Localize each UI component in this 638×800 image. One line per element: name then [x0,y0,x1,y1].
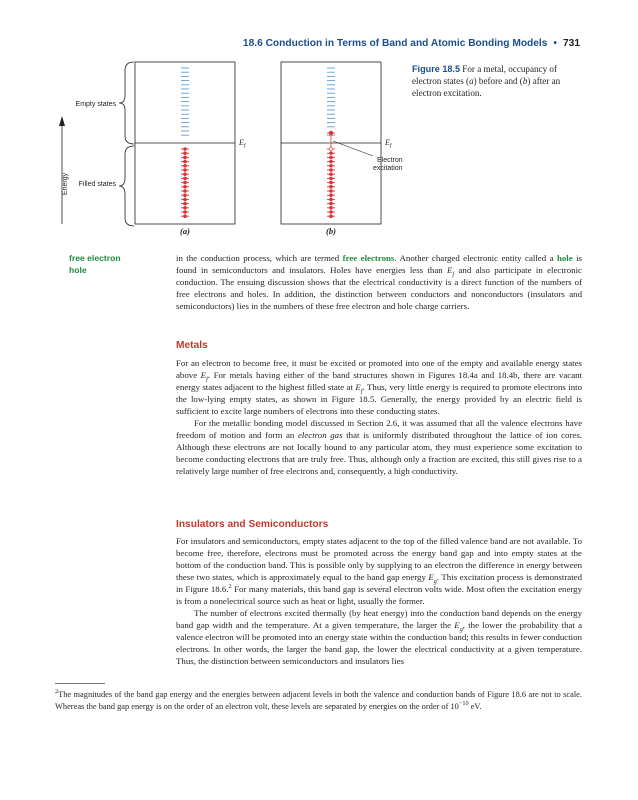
electron [329,151,333,155]
filled-states-brace [119,146,134,226]
running-header [175,38,580,49]
metals-section [176,357,582,477]
caption-part-b: b [522,76,528,86]
electron [183,206,187,210]
electron [183,214,187,218]
metals-paragraph-2: For the metallic bonding model discussed in Section 2.6, it was assumed that all the valence electrons have freedom of motion and form an electron gas that is uniformly distributed throughout the lattice of ion cores. Although these electrons are not locally bound to any particular atom, they must experience some excitation to become conducting electrons that are truly free. Thus, although only a fraction are excited, this still gives rise to a relatively large number of free electrons and, consequently, a high conductivity. [176,418,582,477]
footnote: $^2$The magnitudes of the band gap energy and the energies between adjacent levels in both the valence and conduction bands of Figure 18.6 are not to scale. Whereas the band gap energy is on the order of an electron volt, these levels are separated by energies on the order of $10^{-10}$ eV. [55,688,582,711]
excited-electron [329,131,333,135]
electron [183,189,187,193]
electron [183,185,187,189]
electron [329,189,333,193]
insulators-section [176,535,582,668]
empty-states-brace [119,62,134,144]
electron [329,214,333,218]
electron [183,160,187,164]
electron [183,156,187,160]
caption-text-3: ) after an electron excitation. [412,76,561,98]
electron [329,177,333,181]
panel-a-empty-levels [181,68,189,135]
caption-part-a: a [469,76,474,86]
electron [183,168,187,172]
electron [183,202,187,206]
filled-states-label: Filled states [78,181,116,188]
electron [329,156,333,160]
keyword-free-electrons: free electrons [342,253,395,263]
section-title: 18.6 Conduction in Terms of Band and Atomic Bonding Models [242,38,548,49]
empty-states-label: Empty states [75,101,116,108]
header-separator: • [553,38,557,49]
insulators-paragraph-1: For insulators and semiconductors, empty states adjacent to the top of the filled valence band are not available. To become free, therefore, electrons must be promoted across the energy band gap and into empty states at the bottom of the conduction band. This is possible only by supplying to an electron the difference in energy between these two states, which is approximately equal to the band gap energy $E_g$. This excitation process is demonstrated in Figure 18.6.$^2$ For many materials, this band gap is several electron volts wide. Most often the excitation energy is from a nonelectrical source such as heat or light, usually the former. [176,536,582,607]
electron [183,151,187,155]
caption-text-2: ) before and ( [473,76,523,86]
panel-b-ef-label: $E_f$ [385,138,392,149]
electron [183,210,187,214]
electron [183,193,187,197]
electron [329,185,333,189]
panel-b-empty-levels [327,68,335,135]
electron [329,198,333,202]
electron [329,164,333,168]
electron [183,164,187,168]
panel-a-filled-levels [181,147,189,218]
footnote-marker: 2 [55,688,59,696]
electron [329,202,333,206]
metals-paragraph-1: For an electron to become free, it must be excited or promoted into one of the empty and available energy states above $E_f$. For metals having either of the band structures shown in Figures 18.4a and 18.4b, there are vacant energy states adjacent to the highest filled state at $E_f$. Thus, very little energy is required to promote electrons into the low-lying empty states, as shown in Figure 18.5. Generally, the energy provided by an electric field is sufficient to excite large numbers of electrons into these conducting states. [176,358,582,417]
hole [329,147,333,151]
intro-paragraph: in the conduction process, which are termed free electrons. Another charged electronic entity called a hole is found in semiconductors and insulators. Holes have energies less than $E_f$ and also participate in electronic conduction. The ensuing discussion shows that the electrical conductivity is a direct function of the numbers of free electrons and holes. In addition, the distinction between conductors and nonconductors (insulators and semiconductors) lies in the numbers of these free electron and hole charge carriers. [176,253,582,312]
electron [183,177,187,181]
footnote-rule [55,683,105,684]
electron [183,172,187,176]
insulators-paragraph-2: The number of electrons excited thermally (by heat energy) into the conduction band depends on the energy band gap width and the temperature. At a given temperature, the larger the $E_g$, the lower the probability that a valence electron will be promoted into an energy state within the conduction band; this results in fewer conduction electrons. In other words, the larger the band gap, the lower the electrical conductivity at a given temperature. Thus, the distinction between semiconductors and insulators lies [176,608,583,667]
figure-caption [412,63,584,99]
electron [329,160,333,164]
page-number: 731 [563,38,580,49]
electron [329,181,333,185]
electron [183,147,187,151]
panel-b-label: (b) [326,226,336,236]
panel-b-filled-levels [327,147,335,218]
footnote-ref: 2 [228,583,232,591]
heading-metals: Metals [176,340,208,351]
electron [329,172,333,176]
panel-a-ef-label: $E_f$ [239,138,246,149]
electron [183,181,187,185]
electron [329,206,333,210]
energy-axis-label: Energy [62,172,69,196]
keyword-hole: hole [556,253,573,263]
electron [329,210,333,214]
electron-excitation-label: Electron excitation [373,157,403,172]
figure-label: Figure 18.5 [412,64,461,74]
heading-insulators-semiconductors: Insulators and Semiconductors [176,519,329,530]
electron [329,193,333,197]
margin-term-hole: hole [69,265,87,275]
electron [329,168,333,172]
electron [183,198,187,202]
margin-term-free-electron: free electron [69,253,121,263]
panel-a-label: (a) [180,226,190,236]
energy-axis-arrowhead [59,116,65,126]
caption-text-1: For a metal, occupancy of electron states ( [412,64,557,86]
